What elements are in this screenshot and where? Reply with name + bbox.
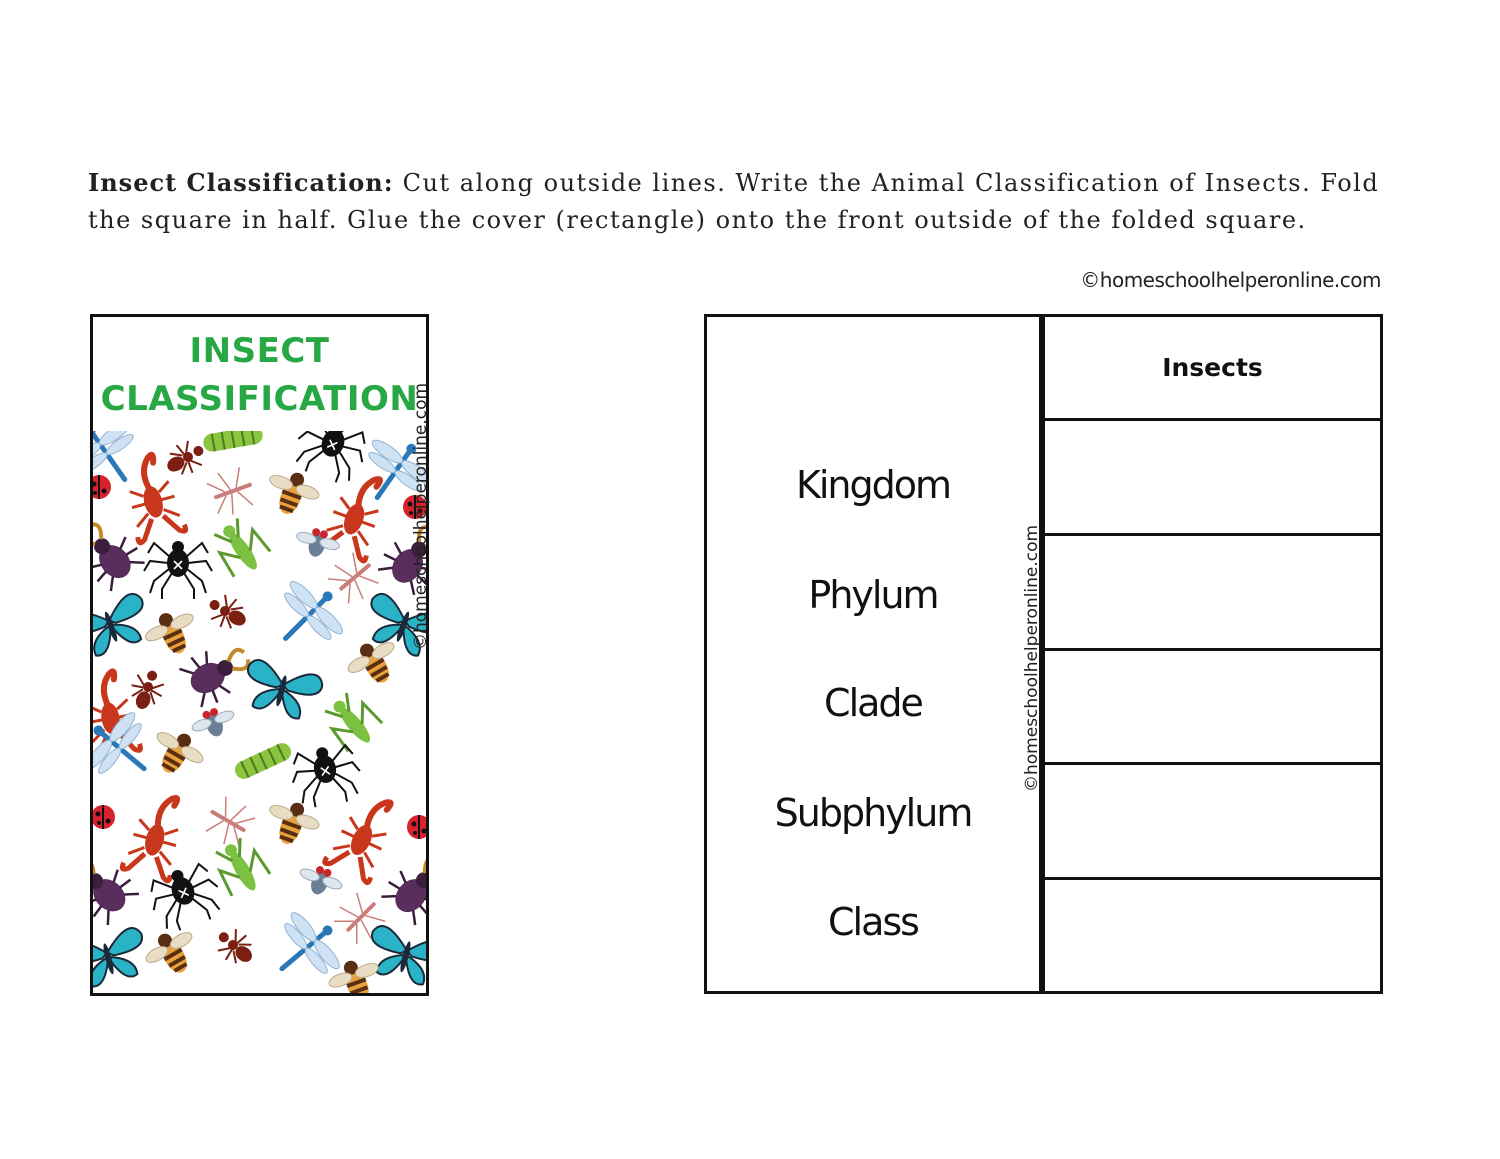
answer-cell-2[interactable] — [1045, 536, 1380, 651]
rank-class: Class — [828, 900, 918, 944]
answer-cell-3[interactable] — [1045, 651, 1380, 765]
answer-cell-1[interactable] — [1045, 421, 1380, 536]
instructions-text: Cut along outside lines. Write the Animal Classification of Insects. Fold the square in half. Glue the cover (rectangle) onto the front outside of the folded square. — [88, 169, 1380, 234]
cover-title-line1: INSECT — [189, 331, 330, 371]
cover-rectangle — [90, 314, 429, 996]
answer-cell-4[interactable] — [1045, 765, 1380, 880]
rank-clade: Clade — [824, 681, 922, 725]
copyright-notice: ©homeschoolhelperonline.com — [1080, 268, 1381, 292]
cover-title-line2: CLASSIFICATION — [100, 379, 419, 419]
cover-title — [93, 327, 426, 423]
rank-phylum: Phylum — [808, 573, 938, 617]
answer-cell-5[interactable] — [1045, 880, 1380, 991]
instructions-label: Insect Classification: — [88, 168, 394, 197]
square-right-half — [1042, 314, 1383, 994]
rank-kingdom: Kingdom — [795, 463, 951, 507]
square-left-half — [704, 314, 1042, 994]
cover-watermark: ©homeschoolhelperonline.com — [411, 382, 431, 650]
rank-subphylum: Subphylum — [774, 791, 972, 835]
header-cell — [1045, 317, 1380, 421]
square-watermark: ©homeschoolhelperonline.com — [1022, 524, 1042, 792]
insect-pattern-image — [93, 431, 426, 993]
instructions — [88, 164, 1388, 239]
column-header-insects: Insects — [1162, 353, 1263, 382]
